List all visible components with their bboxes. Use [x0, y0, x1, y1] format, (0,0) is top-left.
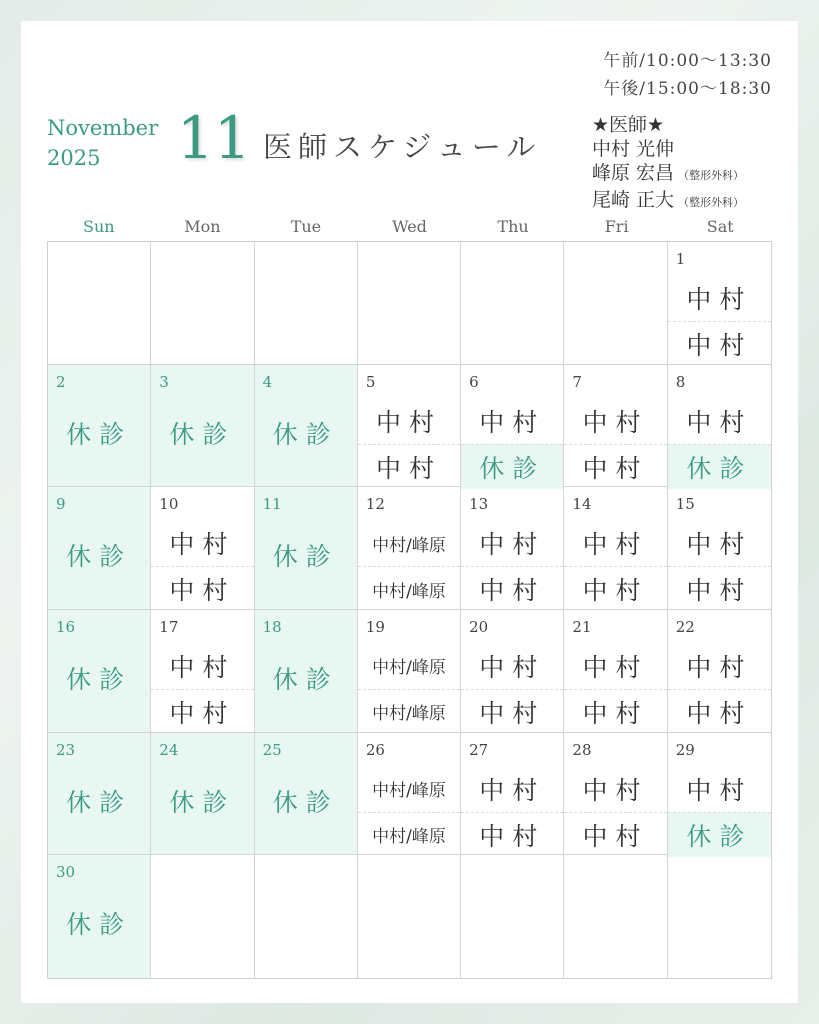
closed-label: 休診 — [66, 787, 133, 817]
calendar-day-cell — [461, 365, 564, 488]
calendar-day-cell — [668, 242, 771, 365]
doctor-item — [592, 137, 744, 161]
closed-label: 休診 — [169, 787, 236, 817]
calendar-day-cell — [461, 487, 564, 610]
afternoon-doctor-slot: 中村 — [461, 812, 563, 857]
closed-label: 休診 — [272, 664, 339, 694]
calendar-day-cell — [151, 242, 254, 365]
page-title: 医師スケジュール — [263, 130, 542, 164]
day-number: 18 — [262, 617, 282, 636]
afternoon-doctor-slot: 中村 — [564, 812, 666, 857]
closed-label: 休診 — [66, 664, 133, 694]
day-number: 26 — [365, 740, 385, 759]
day-number: 5 — [365, 372, 376, 391]
closed-label: 休診 — [272, 542, 339, 572]
calendar-day-cell — [255, 242, 358, 365]
morning-doctor-slot: 中村 — [479, 652, 546, 682]
afternoon-doctor-slot: 中村 — [461, 689, 563, 734]
afternoon-doctor-slot: 中村 — [151, 689, 253, 734]
afternoon-doctor-slot: 中村 — [668, 689, 771, 734]
afternoon-doctor-slot: 休診 — [668, 444, 771, 489]
calendar-day-cell — [564, 242, 667, 365]
month-label — [47, 113, 158, 173]
calendar-day-cell — [564, 733, 667, 856]
calendar-day-cell — [255, 365, 358, 488]
weekday-sun: Sun — [82, 217, 115, 236]
morning-doctor-slot: 中村 — [686, 530, 753, 560]
calendar-day-cell — [151, 610, 254, 733]
calendar-day-cell — [151, 365, 254, 488]
calendar-day-cell — [48, 487, 151, 610]
day-number: 28 — [572, 740, 592, 759]
calendar-day-cell — [358, 610, 461, 733]
doctor-dept: （整形外科） — [678, 169, 745, 182]
weekday-header — [47, 217, 772, 236]
weekday-tue: Tue — [290, 217, 322, 236]
weekday-sat: Sat — [706, 217, 734, 236]
afternoon-doctor-slot: 中村 — [564, 566, 666, 611]
doctor-list — [592, 113, 744, 215]
calendar-day-cell — [358, 733, 461, 856]
day-number: 13 — [469, 495, 489, 514]
day-number: 19 — [365, 617, 385, 636]
day-number: 11 — [262, 495, 282, 514]
afternoon-doctor-slot: 中村 — [668, 321, 771, 366]
day-number: 20 — [469, 617, 489, 636]
calendar-day-cell — [358, 365, 461, 488]
closed-label: 休診 — [169, 419, 236, 449]
day-number: 8 — [675, 372, 686, 391]
calendar-day-cell — [461, 242, 564, 365]
morning-doctor-slot: 中村 — [479, 775, 546, 805]
calendar-day-cell — [255, 855, 358, 978]
calendar-day-cell — [48, 242, 151, 365]
morning-doctor-slot: 中村 — [582, 530, 649, 560]
day-number: 24 — [159, 740, 179, 759]
calendar-day-cell — [48, 365, 151, 488]
afternoon-doctor-slot: 中村 — [564, 444, 666, 489]
closed-label: 休診 — [272, 419, 339, 449]
morning-hours: 午前/10:00～13:30 — [603, 51, 772, 71]
calendar-day-cell — [255, 610, 358, 733]
morning-doctor-slot: 中村 — [686, 285, 753, 314]
day-number: 4 — [262, 372, 273, 391]
day-number: 12 — [365, 495, 385, 514]
calendar-day-cell — [461, 733, 564, 856]
year-label: 2025 — [47, 146, 101, 170]
closed-label: 休診 — [66, 910, 133, 940]
weekday-mon: Mon — [184, 217, 221, 236]
day-number: 17 — [159, 617, 179, 636]
calendar-day-cell — [255, 487, 358, 610]
day-number: 15 — [675, 495, 695, 514]
afternoon-doctor-slot: 中村 — [564, 689, 666, 734]
clinic-hours — [603, 47, 772, 103]
morning-doctor-slot: 中村 — [169, 530, 236, 560]
morning-doctor-slot: 中村 — [169, 652, 236, 682]
calendar-day-cell — [564, 610, 667, 733]
doctor-dept: （整形外科） — [678, 196, 745, 209]
day-number: 6 — [469, 372, 479, 391]
day-number: 9 — [56, 495, 66, 514]
afternoon-doctor-slot: 中村 — [461, 566, 563, 611]
day-number: 7 — [572, 372, 582, 391]
day-number: 27 — [469, 740, 489, 759]
doctor-list-heading: ★医師★ — [592, 114, 665, 136]
morning-doctor-slot: 中村 — [375, 407, 442, 437]
calendar-day-cell — [358, 855, 461, 978]
doctor-name: 尾崎 正大 — [592, 189, 675, 211]
day-number: 29 — [675, 740, 695, 759]
calendar-day-cell — [564, 855, 667, 978]
calendar-day-cell — [668, 733, 771, 856]
afternoon-doctor-slot: 中村/峰原 — [358, 689, 460, 734]
calendar-day-cell — [358, 487, 461, 610]
morning-doctor-slot: 中村 — [582, 775, 649, 805]
afternoon-doctor-slot: 中村 — [358, 444, 460, 489]
morning-doctor-slot: 中村 — [686, 652, 753, 682]
afternoon-doctor-slot: 休診 — [668, 812, 771, 857]
calendar-day-cell — [668, 855, 771, 978]
day-number: 1 — [675, 250, 686, 268]
closed-label: 休診 — [272, 787, 339, 817]
afternoon-doctor-slot: 中村 — [668, 566, 771, 611]
calendar-day-cell — [564, 365, 667, 488]
morning-doctor-slot: 中村/峰原 — [372, 781, 446, 802]
calendar-day-cell — [358, 242, 461, 365]
calendar-day-cell — [668, 610, 771, 733]
day-number: 23 — [56, 740, 76, 759]
morning-doctor-slot: 中村 — [582, 407, 649, 437]
weekday-fri: Fri — [604, 217, 629, 236]
afternoon-doctor-slot: 中村 — [151, 566, 253, 611]
calendar-day-cell — [48, 610, 151, 733]
day-number: 2 — [56, 372, 66, 391]
calendar-day-cell — [151, 487, 254, 610]
morning-doctor-slot: 中村 — [686, 407, 753, 437]
day-number: 14 — [572, 495, 592, 514]
closed-label: 休診 — [66, 542, 133, 572]
morning-doctor-slot: 中村 — [686, 775, 753, 805]
morning-doctor-slot: 中村 — [479, 530, 546, 560]
calendar-grid — [47, 241, 772, 979]
calendar-day-cell — [461, 610, 564, 733]
day-number: 25 — [262, 740, 282, 759]
calendar-day-cell — [668, 365, 771, 488]
day-number: 22 — [675, 617, 695, 636]
calendar-day-cell — [48, 733, 151, 856]
morning-doctor-slot: 中村 — [479, 407, 546, 437]
morning-doctor-slot: 中村 — [582, 652, 649, 682]
month-name: November — [47, 116, 159, 140]
doctor-name: 峰原 宏昌 — [592, 162, 675, 184]
afternoon-doctor-slot: 休診 — [461, 444, 563, 489]
morning-doctor-slot: 中村/峰原 — [372, 535, 446, 556]
afternoon-doctor-slot: 中村/峰原 — [358, 812, 460, 857]
calendar-day-cell — [564, 487, 667, 610]
month-number: 11 — [177, 104, 251, 172]
day-number: 16 — [56, 617, 76, 636]
doctor-name: 中村 光伸 — [592, 138, 675, 160]
calendar-day-cell — [151, 855, 254, 978]
doctor-item — [592, 188, 744, 215]
calendar-day-cell — [461, 855, 564, 978]
closed-label: 休診 — [66, 419, 133, 449]
calendar-day-cell — [151, 733, 254, 856]
calendar-day-cell — [255, 733, 358, 856]
weekday-thu: Thu — [497, 217, 529, 236]
day-number: 3 — [159, 372, 169, 391]
day-number: 10 — [159, 495, 179, 514]
afternoon-hours: 午後/15:00～18:30 — [603, 79, 772, 99]
day-number: 21 — [572, 617, 592, 636]
doctor-item — [592, 161, 744, 188]
morning-doctor-slot: 中村/峰原 — [372, 658, 446, 679]
schedule-card — [21, 21, 798, 1003]
weekday-wed: Wed — [392, 217, 427, 236]
afternoon-doctor-slot: 中村/峰原 — [358, 566, 460, 611]
day-number: 30 — [56, 863, 76, 882]
calendar-day-cell — [668, 487, 771, 610]
calendar-day-cell — [48, 855, 151, 978]
